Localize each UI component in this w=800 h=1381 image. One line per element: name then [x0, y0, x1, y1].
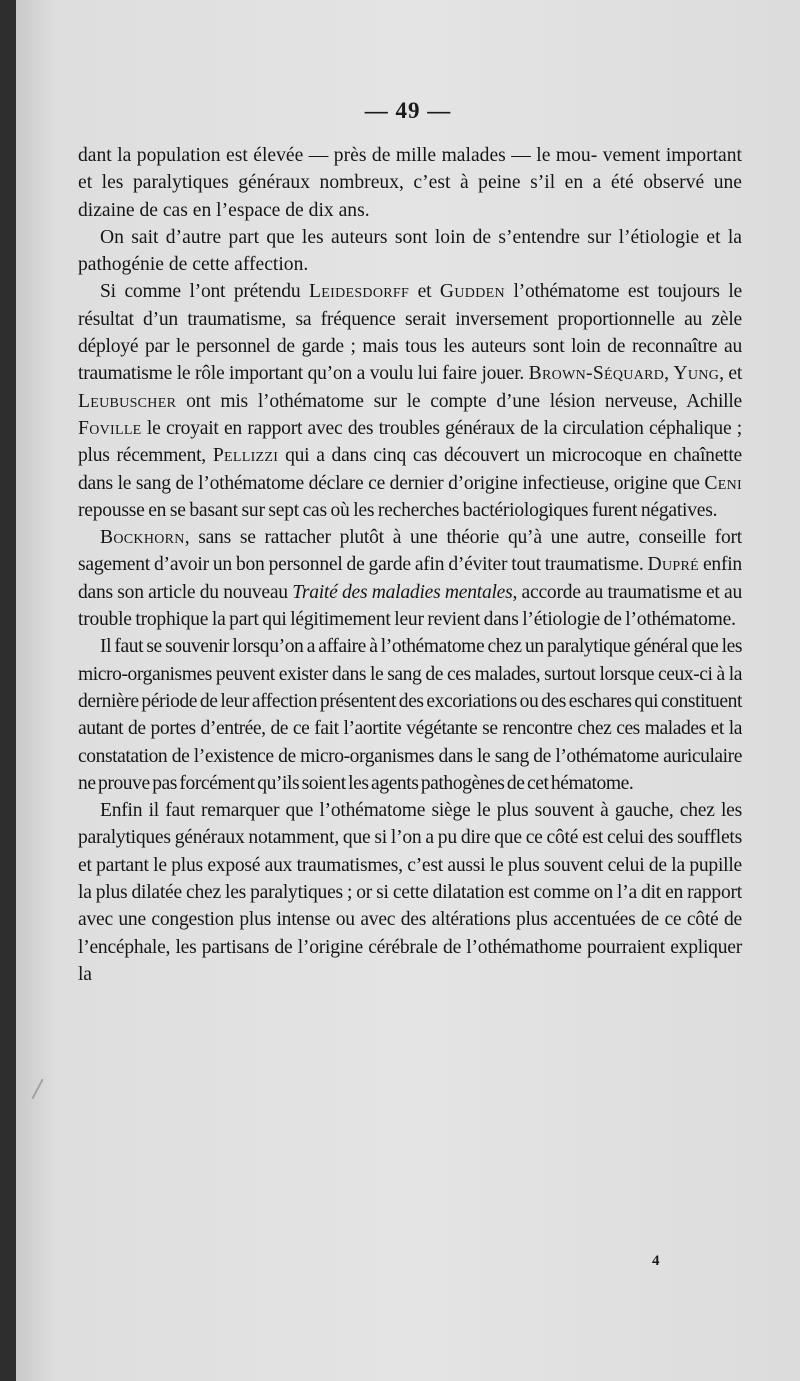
paragraph-4-text: enfin dans son article du nouveau	[78, 554, 742, 603]
paragraph-1-line-2: vement important et les paralytiques généraux nombreux, c’est	[78, 145, 742, 194]
signature-mark: 4	[652, 1253, 660, 1269]
author-name: Brown-Séquard	[528, 363, 665, 385]
author-name: Foville	[78, 417, 142, 439]
paragraph-3-text: repousse en se basant sur sept cas où les recherches bactériologiques furent négatives.	[78, 499, 718, 521]
scanned-page	[16, 0, 800, 1381]
paragraph-3-text: qui a dans cinq cas découvert un microcoque en chaînette dans le sang de l’othématome déclare ce dernier d’origine infectieuse, origine que	[78, 445, 742, 494]
paragraph-3-text: ont mis l’othématome sur le compte d’une lésion nerveuse, Achille	[176, 390, 742, 412]
paragraph-3	[78, 278, 742, 524]
author-name: Ceni	[704, 472, 742, 494]
scan-speck	[31, 1079, 51, 1104]
paragraph-3-text: l’othématome est toujours le résultat d’un traumatisme, sa fréquence serait inversement proportionnelle au zèle déployé par le personnel de garde ; mais tous les auteurs sont loin de reconnaître au traumatisme le rôle important qu’on a voulu lui faire jouer.	[78, 281, 742, 385]
paragraph-4-text: , sans se rattacher plutôt à une théorie qu’à une autre, conseille fort sagement d’avoir un bon personnel de garde afin d’éviter tout traumatisme.	[78, 527, 742, 576]
paragraph-3-text: , et	[719, 363, 743, 385]
author-name: Leubuscher	[78, 390, 177, 412]
paragraph-2-line-1: On sait d’autre part que les auteurs sont loin de s’entendre sur	[100, 226, 612, 248]
paragraph-1	[78, 142, 742, 224]
paragraph-1-line-3: à peine s’il en a été observé une dizaine de cas en l’espace de	[78, 172, 742, 221]
paragraph-3-text: Si comme l’ont prétendu	[100, 281, 309, 303]
author-name: Pellizzi	[212, 445, 279, 467]
paragraph-1-line-1: dant la population est élevée — près de mille malades — le mou-	[78, 145, 598, 166]
body-text	[78, 142, 742, 988]
author-name: Gudden	[439, 281, 505, 303]
paragraph-2	[78, 224, 742, 279]
author-name: Bockhorn	[100, 527, 185, 549]
paragraph-5: Il faut se souvenir lorsqu’on a affaire à l’othématome chez un paralytique général que les micro-organismes peuvent exister dans le sang de ces malades, surtout lorsque ceux-ci à la dernière période de leur affection présentent des excoriations ou des eschares qui constituent autant de portes d’entrée, de ce fait l’aortite végétante se rencontre chez ces malades et la constatation de l’existence de micro-organismes dans le sang de l’othématome auriculaire ne prouve pas forcément qu’ils soient les agents pathogènes de cet hématome.	[78, 636, 742, 794]
author-name: Yung	[673, 363, 720, 385]
author-name: Leidesdorff	[309, 281, 410, 303]
paragraph-4-text: , accorde au traumatisme et au trouble trophique la part qui légitimement leur revient dans l’étiologie de l’othématome.	[78, 581, 742, 631]
paragraph-1-line-4: dix ans.	[308, 199, 370, 221]
page-number: — 49 —	[364, 98, 452, 123]
paragraph-3-text: le croyait en rapport avec des troubles généraux de la circulation céphalique ; plus récemment,	[78, 417, 742, 467]
paragraph-2-line-2: l’étiologie et la pathogénie de cette affection.	[78, 226, 742, 276]
author-name: Dupré	[647, 554, 699, 576]
paragraph-3-text: et	[409, 281, 440, 303]
paragraph-3-text: ,	[664, 363, 674, 385]
paragraph-6: Enfin il faut remarquer que l’othématome siège le plus souvent à gauche, chez les paralytiques généraux notamment, que si l’on a pu dire que ce côté est celui des soufflets et partant le plus exposé aux traumatismes, c’est aussi le plus souvent celui de la pupille la plus dilatée chez les paralytiques ; or si cette dilatation est comme on l’a dit en rapport avec une congestion plus intense ou avec des altérations plus accentuées de ce côté de l’encéphale, les partisans de l’origine cérébrale de l’othémathome pourraient expliquer la	[78, 800, 742, 985]
book-title: Traité des maladies mentales	[292, 581, 513, 603]
paragraph-4	[78, 524, 742, 633]
